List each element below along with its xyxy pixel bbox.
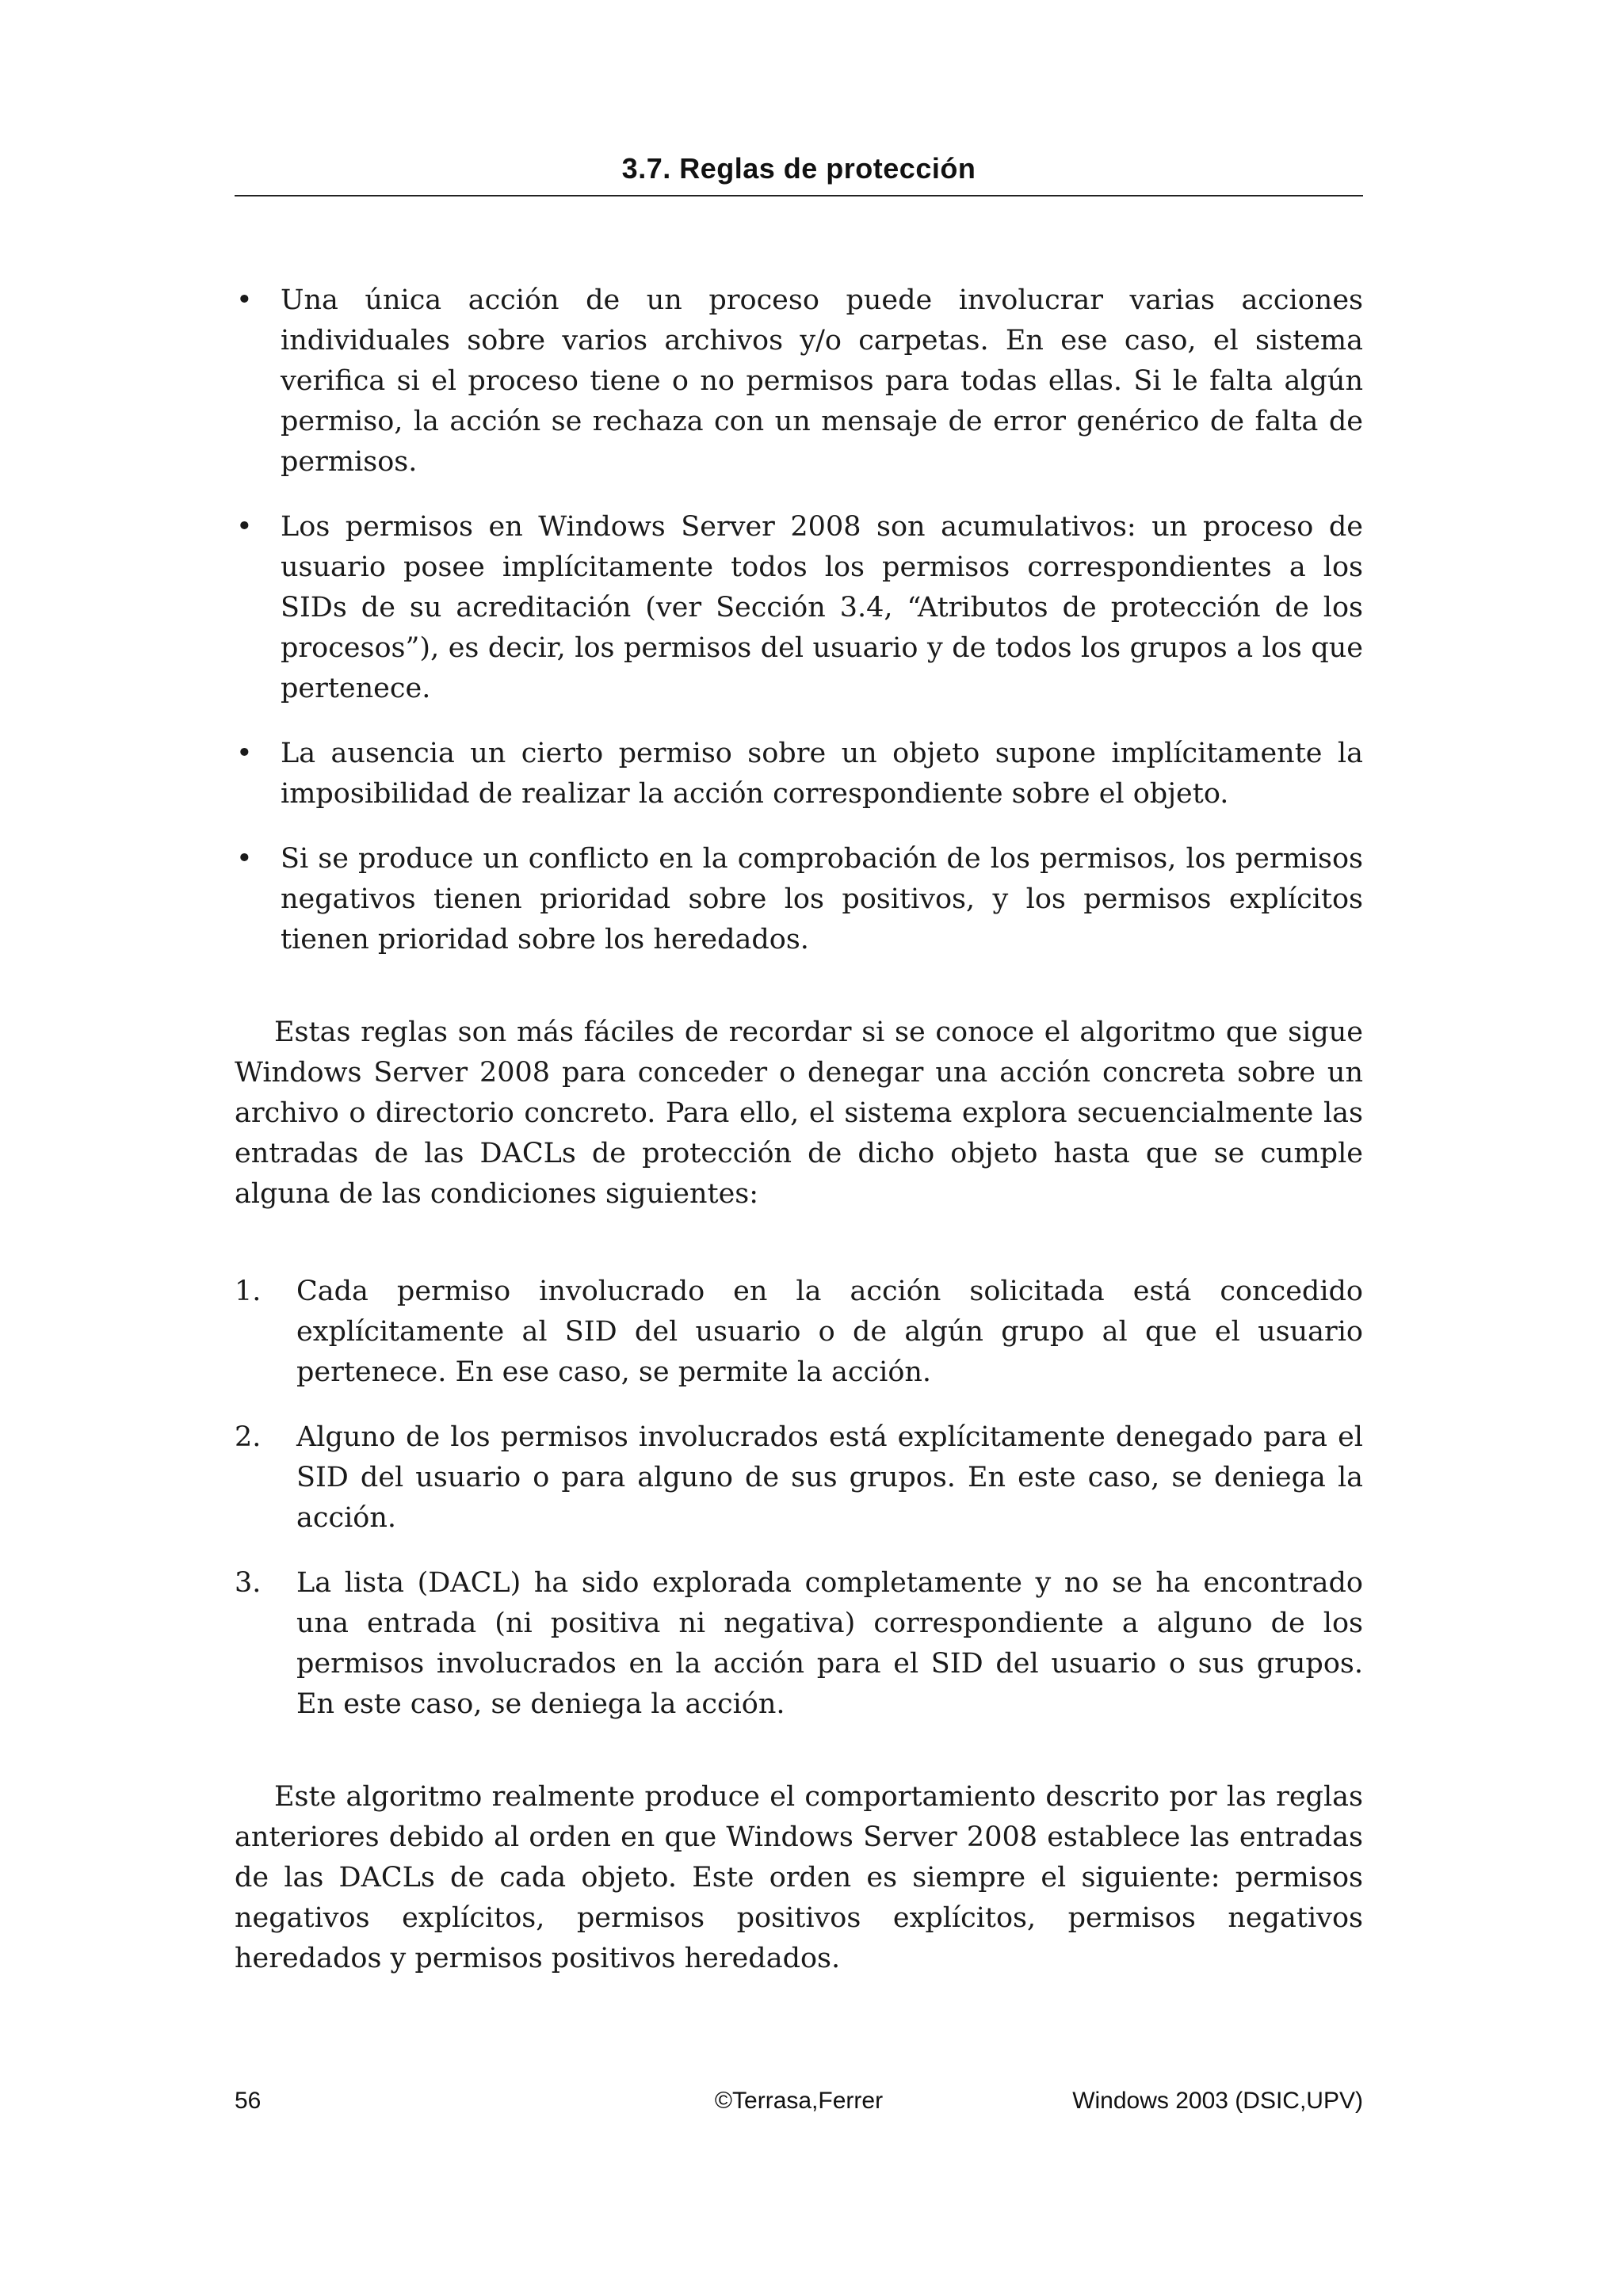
conditions-numbered-list [235, 1272, 1363, 1725]
bullet-marker: • [236, 843, 253, 875]
bullet-marker: • [236, 511, 253, 543]
item-text: La lista (DACL) ha sido explorada completamente y no se ha encontrado una entrada (ni positiva ni negativa) correspondiente a alguno de los permisos involucrados en la acción para el SID del usuario o sus grupos. En este caso, se deniega la acción. [296, 1567, 1363, 1720]
rules-bullet-list [235, 280, 1363, 960]
bullet-item [235, 734, 1363, 814]
footer-book-title: Windows 2003 (DSIC,UPV) [1072, 2088, 1363, 2114]
numbered-item [235, 1272, 1363, 1393]
bullet-text: La ausencia un cierto permiso sobre un objeto supone implícitamente la imposibilidad de realizar la acción correspondiente sobre el objeto. [281, 738, 1363, 810]
algorithm-explanation-paragraph: Este algoritmo realmente produce el comportamiento descrito por las reglas anteriores debido al orden en que Windows Server 2008 establece las entradas de las DACLs de cada objeto. Este orden es siempre el siguiente: permisos negativos explícitos, permisos positivos explícitos, permisos negativos heredados y permisos positivos heredados. [235, 1781, 1363, 1974]
bullet-item [235, 507, 1363, 709]
item-text: Cada permiso involucrado en la acción solicitada está concedido explícitamente al SID del usuario o de algún grupo al que el usuario pertenece. En ese caso, se permite la acción. [296, 1276, 1363, 1388]
section-title: 3.7. Reglas de protección [621, 152, 976, 185]
bullet-text: Una única acción de un proceso puede involucrar varias acciones individuales sobre varios archivos y/o carpetas. En ese caso, el sistema verifica si el proceso tiene o no permisos para todas ellas. Si le falta algún permiso, la acción se rechaza con un mensaje de error genérico de falta de permisos. [281, 284, 1363, 478]
numbered-item [235, 1563, 1363, 1725]
bullet-item [235, 280, 1363, 482]
running-header [235, 143, 1363, 196]
numbered-item [235, 1417, 1363, 1539]
item-number: 3. [235, 1567, 262, 1599]
page-number: 56 [235, 2088, 262, 2114]
bullet-text: Si se produce un conflicto en la comprobación de los permisos, los permisos negativos tienen prioridad sobre los positivos, y los permisos explícitos tienen prioridad sobre los heredados. [281, 843, 1363, 955]
bullet-marker: • [236, 738, 253, 769]
item-number: 1. [235, 1276, 262, 1307]
bullet-text: Los permisos en Windows Server 2008 son acumulativos: un proceso de usuario posee implícitamente todos los permisos correspondientes a los SIDs de su acreditación (ver Sección 3.4, “Atributos de protección de los procesos”), es decir, los permisos del usuario y de todos los grupos a los que pertenece. [281, 511, 1363, 704]
item-number: 2. [235, 1421, 262, 1453]
footer-copyright: ©Terrasa,Ferrer [714, 2088, 884, 2114]
page-body [235, 280, 1363, 1979]
item-text: Alguno de los permisos involucrados está explícitamente denegado para el SID del usuario o para alguno de sus grupos. En este caso, se deniega la acción. [296, 1421, 1363, 1534]
bullet-item [235, 839, 1363, 960]
page-footer [235, 2084, 1363, 2119]
bullet-marker: • [236, 284, 253, 316]
algorithm-intro-paragraph: Estas reglas son más fáciles de recordar si se conoce el algoritmo que sigue Windows Server 2008 para conceder o denegar una acción concreta sobre un archivo o directorio concreto. Para ello, el sistema explora secuencialmente las entradas de las DACLs de protección de dicho objeto hasta que se cumple alguna de las condiciones siguientes: [235, 1016, 1363, 1210]
